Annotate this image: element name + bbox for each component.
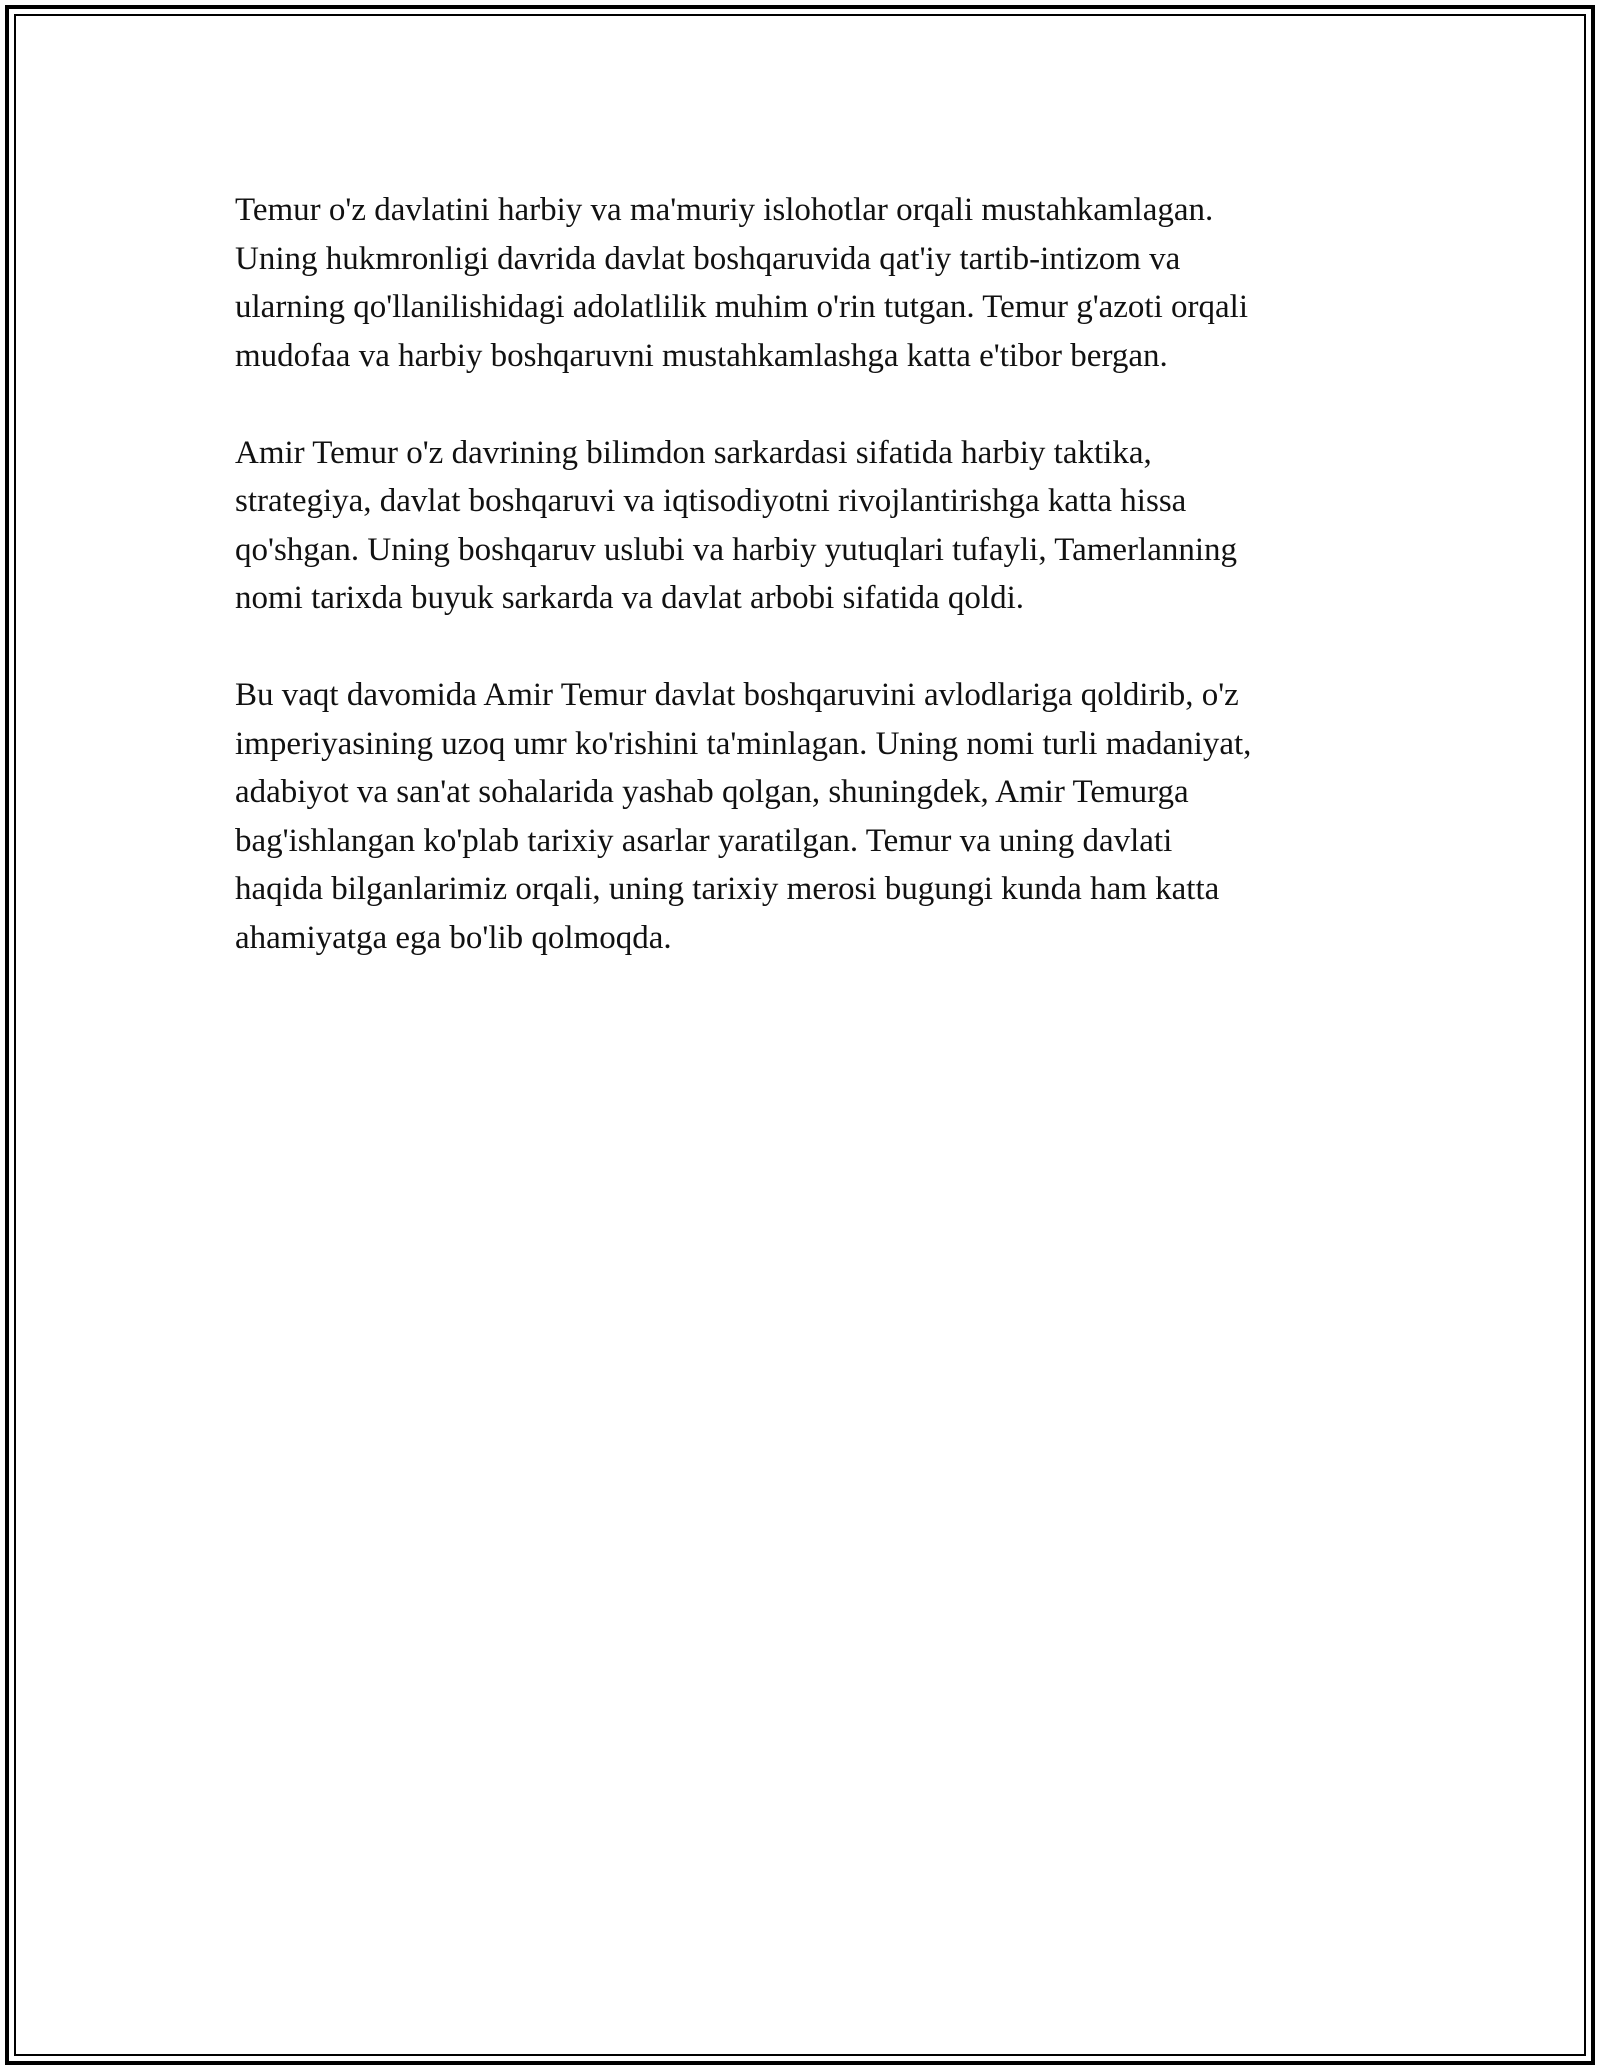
paragraph-1	[235, 186, 1385, 380]
text-line: ularning qo'llanilishidagi adolatlilik muhim o'rin tutgan. Temur g'azoti orqali	[235, 289, 1248, 325]
text-line: nomi tarixda buyuk sarkarda va davlat arbobi sifatida qoldi.	[235, 580, 1025, 616]
text-line: Amir Temur o'z davrining bilimdon sarkardasi sifatida harbiy taktika,	[235, 434, 1152, 471]
document-body	[235, 186, 1385, 1011]
text-line: Uning hukmronligi davrida davlat boshqaruvida qat'iy tartib-intizom va	[235, 240, 1181, 277]
text-line: mudofaa va harbiy boshqaruvni mustahkamlashga katta e'tibor bergan.	[235, 337, 1168, 374]
text-line: bag'ishlangan ko'plab tarixiy asarlar yaratilgan. Temur va uning davlati	[235, 822, 1173, 859]
paragraph-2	[235, 429, 1385, 623]
text-line: ahamiyatga ega bo'lib qolmoqda.	[235, 919, 672, 956]
text-line: Temur o'z davlatini harbiy va ma'muriy islohotlar orqali mustahkamlagan.	[235, 192, 1214, 228]
text-line: Bu vaqt davomida Amir Temur davlat boshqaruvini avlodlariga qoldirib, o'z	[235, 677, 1239, 713]
text-line: haqida bilganlarimiz orqali, uning tarixiy merosi bugungi kunda ham katta	[235, 871, 1220, 907]
text-line: adabiyot va san'at sohalarida yashab qolgan, shuningdek, Amir Temurga	[235, 774, 1189, 810]
text-line: imperiyasining uzoq umr ko'rishini ta'minlagan. Uning nomi turli madaniyat,	[235, 725, 1252, 762]
text-line: strategiya, davlat boshqaruvi va iqtisodiyotni rivojlantirishga katta hissa	[235, 483, 1187, 519]
text-line: qo'shgan. Uning boshqaruv uslubi va harbiy yutuqlari tufayli, Tamerlanning	[235, 531, 1238, 568]
paragraph-3	[235, 671, 1385, 962]
